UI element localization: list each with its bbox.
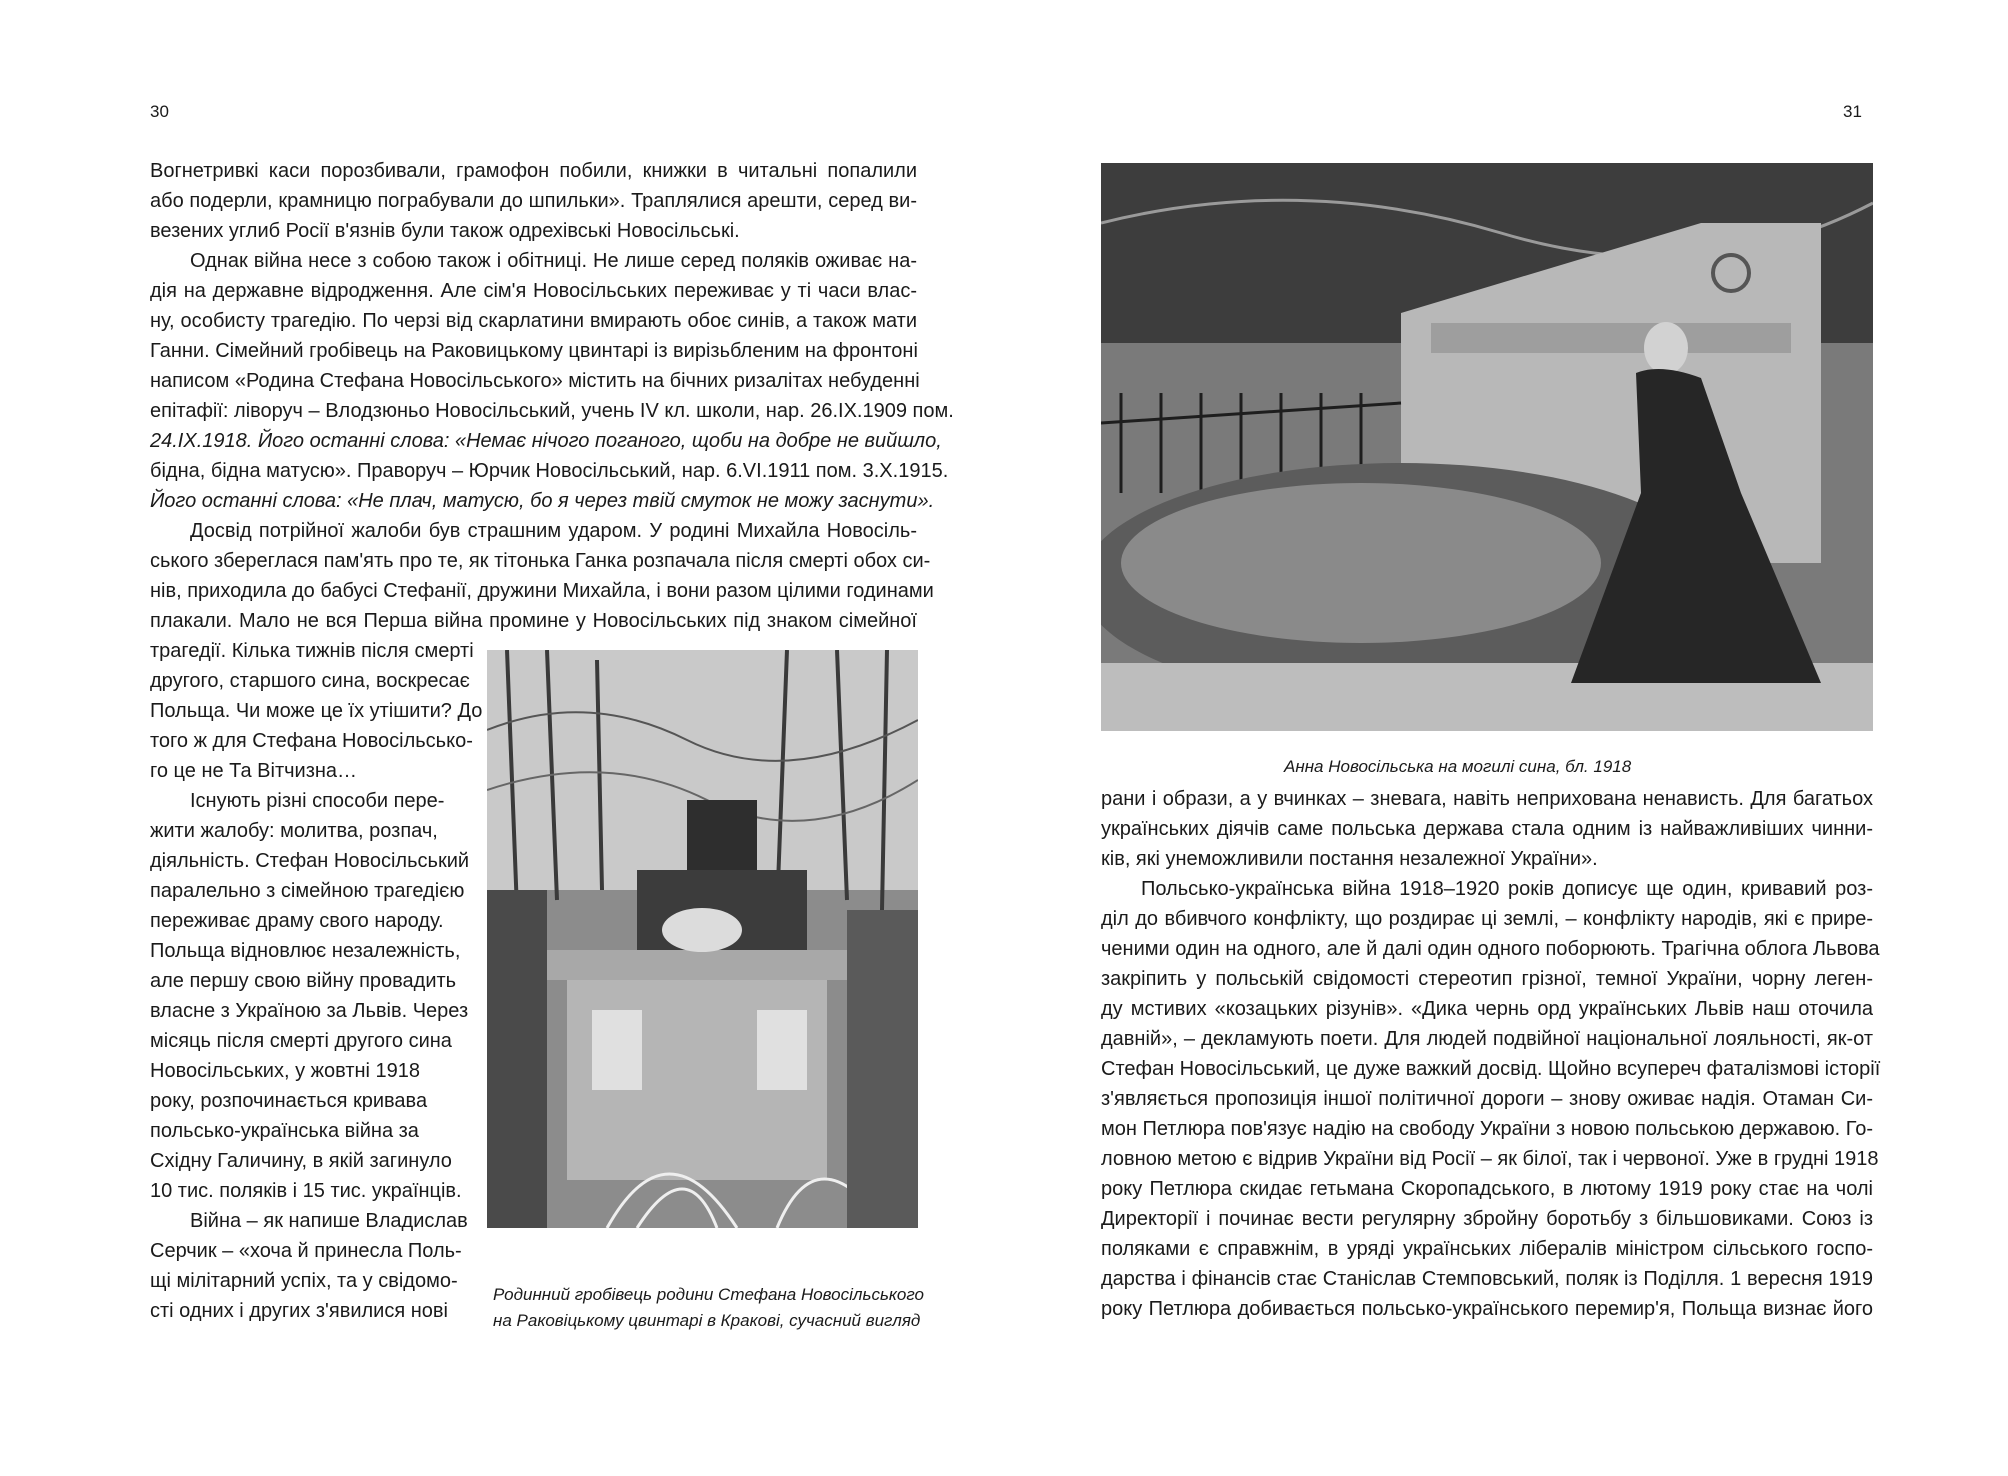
text-line: го це не Та Вітчизна… <box>150 760 358 782</box>
text-line: нів, приходила до бабусі Стефанії, дружини Михайла, і вони разом цілими годинами <box>150 580 934 602</box>
text-line: ну, особисту трагедію. По черзі від скарлатини вмирають обоє синів, а також мати <box>150 310 917 332</box>
text-line: власне з Україною за Львів. Через <box>150 1000 469 1022</box>
text-line: Стефан Новосільський, це дуже важкий досвід. Щойно всупереч фаталізмові історії <box>1101 1058 1881 1080</box>
grave-mourning-caption: Анна Новосільська на могилі сина, бл. 1918 <box>1284 757 1632 776</box>
text-line: ків, які унеможливили постання незалежної України». <box>1101 848 1598 870</box>
text-line: везених углиб Росії в'язнів були також одрехівські Новосільські. <box>150 220 740 242</box>
text-line: дарства і фінансів стає Станіслав Стемповський, поляк із Поділля. 1 вересня 1919 <box>1101 1268 1873 1290</box>
text-line: 10 тис. поляків і 15 тис. українців. <box>150 1180 462 1202</box>
text-line: року Петлюра добивається польсько-українського перемир'я, Польща визнає його <box>1101 1298 1873 1320</box>
text-line: закріпить у польській свідомості стереотип грізної, темної України, чорну леген- <box>1101 968 1873 990</box>
text-line: поляками є справжнім, в уряді українських лібералів міністром сільського госпо- <box>1101 1238 1873 1260</box>
text-line: Польсько-українська війна 1918–1920 років дописує ще один, кривавий роз- <box>1141 878 1873 900</box>
text-line: написом «Родина Стефана Новосільського» містить на бічних ризалітах небуденні <box>150 370 920 392</box>
text-line: Новосільських, у жовтні 1918 <box>150 1060 421 1082</box>
family-tomb-caption-line-2: на Раковіцькому цвинтарі в Кракові, сучасний вигляд <box>493 1311 921 1330</box>
text-line: Однак війна несе з собою також і обітниці. Не лише серед поляків оживає на- <box>190 250 917 272</box>
text-line: сті одних і других з'явилися нові <box>150 1300 448 1322</box>
text-line: ського збереглася пам'ять про те, як тітонька Ганка розпачала після смерті обох си- <box>150 550 931 572</box>
text-line: або подерли, крамницю пограбували до шпильки». Траплялися арешти, серед ви- <box>150 190 917 212</box>
text-line: року, розпочинається кривава <box>150 1090 428 1112</box>
text-line: року Петлюра скидає гетьмана Скоропадського, в лютому 1919 року стає на чолі <box>1101 1178 1873 1200</box>
text-line: діл до вбивчого конфлікту, що роздирає ці землі, – конфлікту народів, які є прире- <box>1101 908 1873 930</box>
grave-mourning-photo <box>1101 163 1873 731</box>
family-tomb-caption-line-1: Родинний гробівець родини Стефана Новосільського <box>493 1285 925 1304</box>
text-line: Польща. Чи може це їх утішити? До <box>150 700 483 722</box>
page-number-left: 30 <box>150 102 169 121</box>
text-line: епітафії: ліворуч – Влодзюньо Новосільський, учень IV кл. школи, нар. 26.IX.1909 пом. <box>150 400 954 422</box>
text-line: ченими один на одного, але й далі один одного поборюють. Трагічна облога Львова <box>1101 938 1880 960</box>
text-line: з'являється пропозиція іншої політичної дороги – знову оживає надія. Отаман Си- <box>1101 1088 1873 1110</box>
text-line: другого, старшого сина, воскресає <box>150 670 470 692</box>
text-line: Директорії і починає вести регулярну збройну боротьбу з більшовиками. Союз із <box>1101 1208 1873 1230</box>
text-line: жити жалобу: молитва, розпач, <box>150 820 438 842</box>
text-line: Війна – як напише Владислав <box>190 1210 468 1232</box>
text-line: давній», – декламують поети. Для людей подвійної національної лояльності, як-от <box>1101 1028 1873 1050</box>
text-line: українських діячів саме польська держава стала одним із найважливіших чинни- <box>1101 818 1873 840</box>
text-line: переживає драму свого народу. <box>150 910 444 932</box>
text-line: щі мілітарний успіх, та у свідомо- <box>150 1270 458 1292</box>
text-line: мон Петлюра пов'язує надію на свободу України з новою польською державою. Го- <box>1101 1118 1874 1140</box>
text-line: Польща відновлює незалежність, <box>150 940 461 962</box>
family-tomb-photo <box>487 650 918 1228</box>
text-line: Ганни. Сімейний гробівець на Раковицькому цвинтарі із вирізьбленим на фронтоні <box>150 340 918 362</box>
text-line: Вогнетривкі каси порозбивали, грамофон побили, книжки в читальні попалили <box>150 160 917 182</box>
text-line: Існують різні способи пере- <box>190 790 445 812</box>
text-line: бідна, бідна матусю». Праворуч – Юрчик Новосільський, нар. 6.VI.1911 пом. 3.X.1915. <box>150 460 949 482</box>
text-line: дія на державне відродження. Але сім'я Новосільських переживає у ті часи влас- <box>150 280 917 302</box>
text-line: ловною метою є відрив України від Росії – як білої, так і червоної. Уже в грудні 1918 <box>1101 1148 1879 1170</box>
text-line: Серчик – «хоча й принесла Поль- <box>150 1240 462 1262</box>
text-line: рани і образи, а у вчинках – зневага, навіть неприхована ненависть. Для багатьох <box>1101 788 1873 810</box>
text-line: 24.IX.1918. Його останні слова: «Немає нічого поганого, щоби на добре не вийшло, <box>150 430 942 452</box>
text-line: діяльність. Стефан Новосільський <box>150 850 470 872</box>
text-line: паралельно з сімейною трагедією <box>150 880 465 902</box>
text-line: трагедії. Кілька тижнів після смерті <box>150 640 474 662</box>
text-line: того ж для Стефана Новосільсько- <box>150 730 473 752</box>
text-line: плакали. Мало не вся Перша війна промине у Новосільських під знаком сімейної <box>150 610 917 632</box>
text-line: ду мстивих «козацьких різунів». «Дика чернь орд українських Львів наш оточила <box>1101 998 1873 1020</box>
page-number-right: 31 <box>1843 102 1862 121</box>
text-line: Його останні слова: «Не плач, матусю, бо я через твій смуток не можу заснути». <box>150 490 935 512</box>
text-line: Східну Галичину, в якій загинуло <box>150 1150 452 1172</box>
text-line: Досвід потрійної жалоби був страшним ударом. У родині Михайла Новосіль- <box>190 520 917 542</box>
text-line: польсько-українська війна за <box>150 1120 419 1142</box>
text-line: але першу свою війну провадить <box>150 970 457 992</box>
text-line: місяць після смерті другого сина <box>150 1030 452 1052</box>
